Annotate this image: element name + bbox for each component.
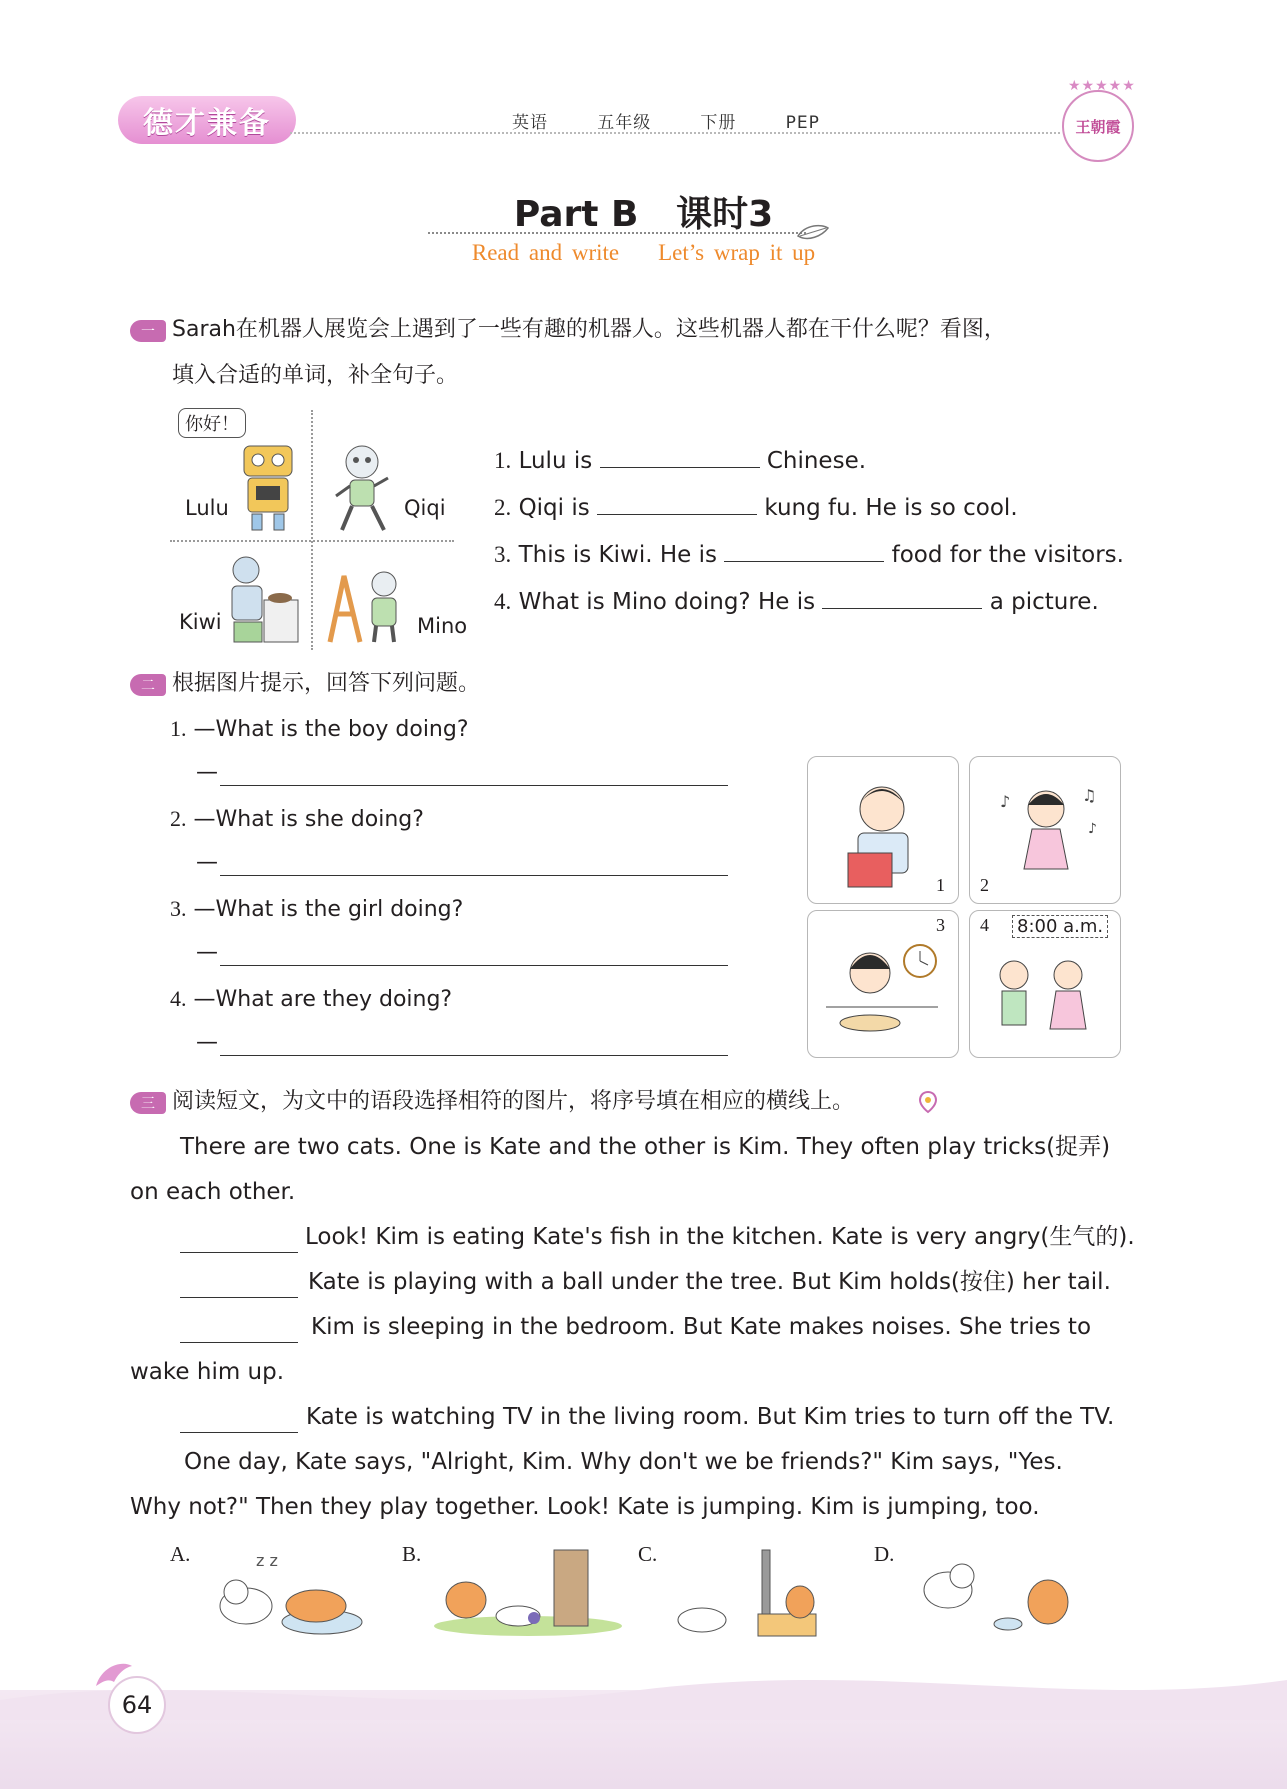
page-title: Part B 课时3 xyxy=(513,194,774,235)
section1-question-4 xyxy=(494,586,1099,615)
robot-name-mino: Mino xyxy=(417,614,468,638)
question-number: 2. xyxy=(494,495,512,520)
passage-blank-2[interactable] xyxy=(180,1297,298,1298)
robot-name-lulu: Lulu xyxy=(185,496,229,520)
cats-sleeping-image xyxy=(196,1540,372,1640)
section1-instruction-line1: Sarah在机器人展览会上遇到了一些有趣的机器人。这些机器人都在干什么呢？看图， xyxy=(172,317,1006,342)
seal-stars: ★★★★★ xyxy=(1068,78,1136,94)
cats-under-tree-image xyxy=(430,1540,626,1640)
robot-qiqi-image xyxy=(330,440,394,534)
answer-dash: — xyxy=(196,850,218,875)
passage-intro-line1: There are two cats. One is Kate and the other is Kim. They often play tricks(捉弄) xyxy=(180,1134,1111,1160)
question-text: —What is the boy doing? xyxy=(193,717,469,742)
question-number: 2. xyxy=(170,806,187,831)
location-pin-icon xyxy=(918,1090,938,1114)
section2-question-2 xyxy=(170,806,424,832)
picture-number: 4 xyxy=(980,915,989,935)
question-number: 3. xyxy=(170,896,187,921)
question-text: —What is the girl doing? xyxy=(193,897,464,922)
answer-blank[interactable] xyxy=(597,492,757,515)
question-text-after: a picture. xyxy=(989,589,1099,615)
answer-blank[interactable] xyxy=(822,586,982,609)
footer-wave xyxy=(0,1660,1287,1720)
cats-kitchen-image xyxy=(900,1540,1090,1640)
question-number: 1. xyxy=(170,716,187,741)
section3-instruction: 阅读短文，为文中的语段选择相符的图片，将序号填在相应的横线上。 xyxy=(172,1089,855,1114)
answer-dash: — xyxy=(196,760,218,785)
answer-line-1[interactable] xyxy=(220,785,728,786)
question-number: 3. xyxy=(494,542,512,567)
picture-frame-1 xyxy=(807,756,959,904)
author-seal: 王朝霞 xyxy=(1062,90,1134,162)
page-subtitle: Read and write Let’s wrap it up xyxy=(471,240,816,265)
subject-label: 英语 五年级 下册 PEP xyxy=(512,113,820,133)
passage-blank-3[interactable] xyxy=(180,1342,298,1343)
section-marker-3: 三 xyxy=(130,1092,166,1114)
section1-question-3 xyxy=(494,539,1124,568)
answer-dash: — xyxy=(196,940,218,965)
answer-line-3[interactable] xyxy=(220,965,728,966)
answer-line-4[interactable] xyxy=(220,1055,728,1056)
question-text-before: Qiqi is xyxy=(518,495,590,521)
question-text-before: What is Mino doing? He is xyxy=(518,589,816,615)
question-text-after: kung fu. He is so cool. xyxy=(764,495,1018,521)
question-text-before: This is Kiwi. He is xyxy=(518,542,717,568)
passage-item-3-continued: wake him up. xyxy=(130,1359,285,1385)
svg-text:♪: ♪ xyxy=(1000,792,1011,811)
page-number: 64 xyxy=(108,1676,166,1734)
option-label-c: C. xyxy=(638,1542,658,1566)
passage-item-3: Kim is sleeping in the bedroom. But Kate makes noises. She tries to xyxy=(311,1314,1092,1340)
robot-lulu-image xyxy=(232,440,306,534)
section1-instruction-line2: 填入合适的单词，补全句子。 xyxy=(172,363,459,388)
passage-ending-line2: Why not?" Then they play together. Look! Kate is jumping. Kim is jumping, too. xyxy=(130,1494,1040,1520)
answer-blank[interactable] xyxy=(724,539,884,562)
title-divider xyxy=(428,232,806,234)
section-marker-1: 一 xyxy=(130,320,166,342)
passage-ending-line1: One day, Kate says, "Alright, Kim. Why don't we be friends?" Kim says, "Yes. xyxy=(184,1449,1063,1475)
passage-intro-line2: on each other. xyxy=(130,1179,296,1205)
picture-number: 2 xyxy=(980,875,989,895)
passage-blank-1[interactable] xyxy=(180,1252,298,1253)
question-text-before: Lulu is xyxy=(518,448,593,474)
answer-dash: — xyxy=(196,1030,218,1055)
girl-singing-image xyxy=(970,757,1120,903)
robot-name-kiwi: Kiwi xyxy=(179,610,222,634)
passage-item-1: Look! Kim is eating Kate's fish in the kitchen. Kate is very angry(生气的). xyxy=(305,1224,1135,1250)
section2-question-4 xyxy=(170,986,452,1012)
panel-divider-horizontal xyxy=(170,540,454,542)
passage-blank-4[interactable] xyxy=(180,1432,298,1433)
picture-frame-2 xyxy=(969,756,1121,904)
passage-item-4: Kate is watching TV in the living room. But Kim tries to turn off the TV. xyxy=(306,1404,1115,1430)
picture-number: 1 xyxy=(936,875,945,895)
question-number: 1. xyxy=(494,448,512,473)
question-text: —What are they doing? xyxy=(193,987,453,1012)
cats-watching-tv-image xyxy=(668,1540,838,1640)
section2-question-1 xyxy=(170,716,469,742)
section-marker-2: 二 xyxy=(130,674,166,696)
robot-name-qiqi: Qiqi xyxy=(404,496,446,520)
question-text-after: Chinese. xyxy=(766,448,867,474)
robot-kiwi-image xyxy=(220,552,302,648)
picture-number: 3 xyxy=(936,915,945,935)
section2-instruction: 根据图片提示，回答下列问题。 xyxy=(172,671,481,696)
picture-frame-4 xyxy=(969,910,1121,1058)
question-text: —What is she doing? xyxy=(193,807,424,832)
svg-text:♪: ♪ xyxy=(1088,821,1097,837)
section2-question-3 xyxy=(170,896,463,922)
question-text-after: food for the visitors. xyxy=(891,542,1124,568)
time-label: 8:00 a.m. xyxy=(1012,915,1108,938)
robot-mino-image xyxy=(326,556,406,646)
panel-divider-vertical xyxy=(311,410,313,650)
picture-frame-3 xyxy=(807,910,959,1058)
question-number: 4. xyxy=(494,589,512,614)
svg-text:z z: z z xyxy=(256,1551,278,1570)
option-label-b: B. xyxy=(402,1542,422,1566)
answer-blank[interactable] xyxy=(600,445,760,468)
speech-bubble: 你好！ xyxy=(178,408,246,438)
passage-item-2: Kate is playing with a ball under the tree. But Kim holds(按住) her tail. xyxy=(308,1269,1111,1295)
section1-question-1 xyxy=(494,445,866,474)
brand-logo: 德才兼备 xyxy=(118,96,296,144)
option-label-a: A. xyxy=(170,1542,191,1566)
answer-line-2[interactable] xyxy=(220,875,728,876)
section1-question-2 xyxy=(494,492,1018,521)
svg-text:♫: ♫ xyxy=(1082,786,1097,805)
option-label-d: D. xyxy=(874,1542,895,1566)
question-number: 4. xyxy=(170,986,187,1011)
